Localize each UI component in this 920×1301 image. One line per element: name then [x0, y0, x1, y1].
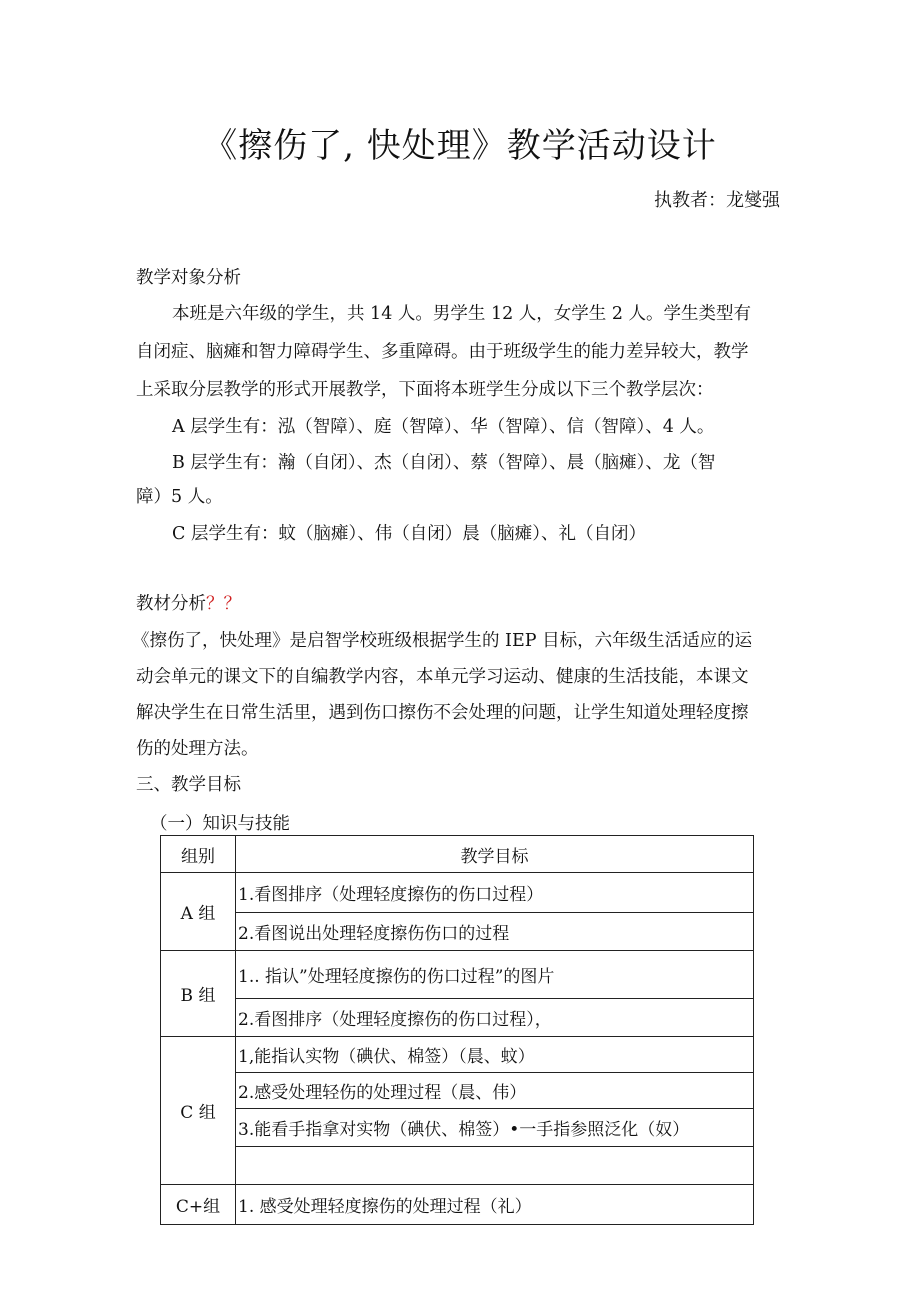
table-row — [161, 951, 754, 999]
paragraph-line: 伤的处理方法。 — [136, 739, 259, 759]
table-row — [161, 1073, 754, 1109]
section-heading-goals: 三、教学目标 — [136, 775, 241, 795]
table-row — [161, 1109, 754, 1147]
group-cell: B 组 — [161, 951, 236, 1037]
group-cell: A 组 — [161, 873, 236, 951]
header-group: 组别 — [161, 836, 236, 873]
goals-table — [160, 835, 754, 1225]
section-heading-text: 教材分析 — [136, 594, 206, 614]
group-cell: C+组 — [161, 1185, 236, 1225]
goal-cell: 2.看图说出处理轻度擦伤伤口的过程 — [236, 913, 754, 951]
header-goal: 教学目标 — [236, 836, 754, 873]
paragraph-line: 《擦伤了，快处理》是启智学校班级根据学生的 IEP 目标，六年级生活适应的运 — [132, 631, 753, 651]
level-c-line: C 层学生有：蚊（脑瘫）、伟（自闭）晨（脑瘫）、礼（自闭） — [172, 524, 646, 544]
goal-cell: 3.能看手指拿对实物（碘伏、棉签）•一手指参照泛化（奴） — [236, 1109, 754, 1147]
goal-cell: 1. 感受处理轻度擦伤的处理过程（礼） — [236, 1185, 754, 1225]
paragraph-line: 解决学生在日常生活里，遇到伤口擦伤不会处理的问题，让学生知道处理轻度擦 — [136, 703, 749, 723]
table-row — [161, 1185, 754, 1225]
question-marks: ？？ — [206, 594, 241, 614]
table-row — [161, 1147, 754, 1185]
goal-cell: 2.看图排序（处理轻度擦伤的伤口过程）， — [236, 999, 754, 1037]
document-title: 《擦伤了, 快处理》教学活动设计 — [203, 126, 717, 166]
table-row — [161, 873, 754, 913]
paragraph-line: 上采取分层教学的形式开展教学，下面将本班学生分成以下三个教学层次： — [136, 380, 714, 400]
paragraph-line: 本班是六年级的学生，共 14 人。男学生 12 人，女学生 2 人。学生类型有 — [172, 304, 752, 324]
goal-cell: 1,能指认实物（碘伏、棉签）（晨、蚊） — [236, 1037, 754, 1073]
section-heading-material — [136, 590, 241, 615]
goal-cell: 2.感受处理轻伤的处理过程（晨、伟） — [236, 1073, 754, 1109]
goal-cell: 1.看图排序（处理轻度擦伤的伤口过程） — [236, 873, 754, 913]
level-b-line-continued: 障）5 人。 — [136, 487, 223, 507]
subheading-knowledge: （一）知识与技能 — [150, 814, 290, 834]
group-cell: C 组 — [161, 1037, 236, 1185]
level-a-line: A 层学生有：泓（智障）、庭（智障）、华（智障）、信（智障）、4 人。 — [172, 417, 715, 437]
goal-cell: 1.. 指认”处理轻度擦伤的伤口过程”的图片 — [236, 951, 754, 999]
level-b-line: B 层学生有：瀚（自闭）、杰（自闭）、蔡（智障）、晨（脑瘫）、龙（智 — [172, 453, 716, 473]
paragraph-line: 自闭症、脑瘫和智力障碍学生、多重障碍。由于班级学生的能力差异较大，教学 — [136, 342, 749, 362]
table-header-row — [161, 836, 754, 873]
table-row — [161, 1037, 754, 1073]
goal-cell — [236, 1147, 754, 1185]
table-row — [161, 999, 754, 1037]
author-line: 执教者：龙燮强 — [654, 190, 780, 211]
paragraph-line: 动会单元的课文下的自编教学内容，本单元学习运动、健康的生活技能，本课文 — [136, 667, 749, 687]
section-heading-students: 教学对象分析 — [136, 268, 241, 288]
table-row — [161, 913, 754, 951]
